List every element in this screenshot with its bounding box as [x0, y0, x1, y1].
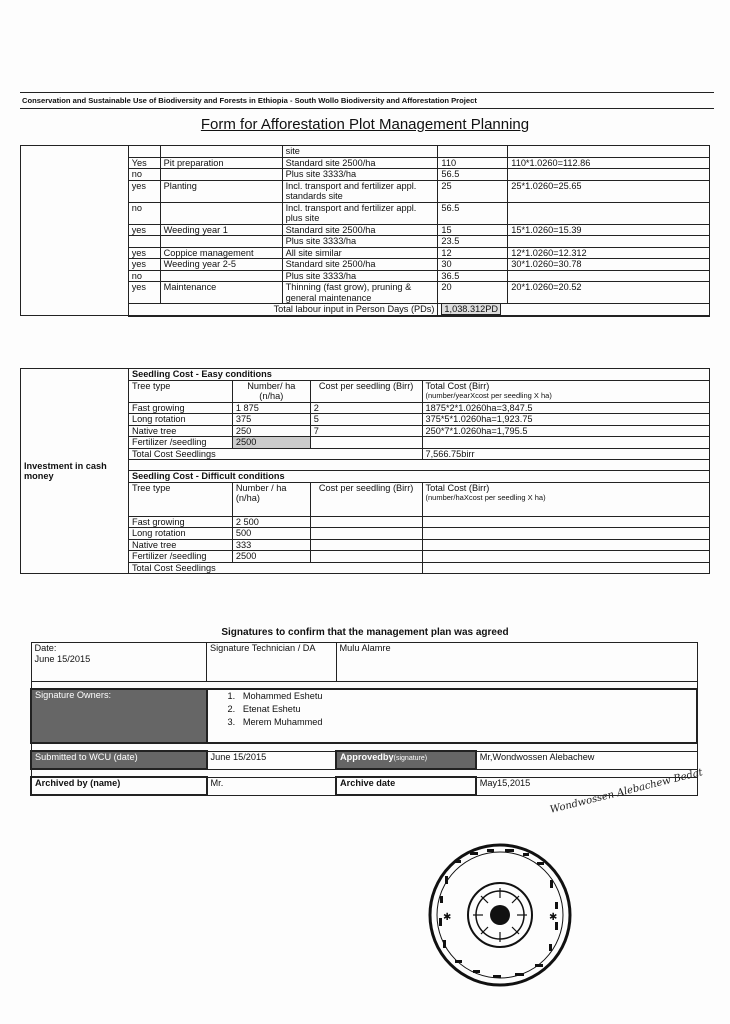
table-row: Fertilizer /seedling 2500: [21, 551, 710, 563]
table-row: no Incl. transport and fertilizer appl. plus site 56.5: [21, 202, 710, 224]
owner-2: Etenat Eshetu: [242, 704, 301, 714]
difficult-total-row: Total Cost Seedlings: [21, 562, 710, 574]
official-stamp-icon: [425, 840, 575, 990]
submitted-row: Submitted to WCU (date) June 15/2015 Approvedby(signature) Mr,Wondwossen Alebachew: [31, 751, 697, 769]
owner-1: Mohammed Eshetu: [242, 691, 323, 701]
difficult-title: Seedling Cost - Difficult conditions: [128, 471, 709, 483]
table-row: yes Weeding year 2-5 Standard site 2500/ha 30 30*1.0260=30.78: [21, 259, 710, 271]
date-row: Date: June 15/2015 Signature Technician / DA Mulu Alamre: [31, 643, 697, 682]
table-row: yes Planting Incl. transport and fertilizer appl. standards site 25 25*1.0260=25.65: [21, 180, 710, 202]
table-row: Plus site 3333/ha 23.5: [21, 236, 710, 248]
table-row: Long rotation 375 5 375*5*1.0260ha=1,923.75: [21, 414, 710, 426]
table-row: [21, 146, 710, 158]
signatures-table: [30, 642, 698, 796]
easy-header-row: Tree type Number/ ha (n/ha) Cost per seedling (Birr) Total Cost (Birr) (number/yearXcost per seedling X ha): [21, 380, 710, 402]
form-title: Form for Afforestation Plot Management Planning: [200, 116, 530, 133]
easy-total-row: Total Cost Seedlings 7,566.75birr: [21, 448, 710, 460]
handwritten-signature: Wondwossen Alebachew Bedat: [548, 767, 704, 816]
table-row: yes Maintenance Thinning (fast grow), pruning & general maintenance 20 20*1.0260=20.52: [21, 282, 710, 304]
table-row: Long rotation 500: [21, 528, 710, 540]
project-header: Conservation and Sustainable Use of Biodiversity and Forests in Ethiopia - South Wollo Biodiversity and Afforestation Project: [20, 92, 714, 109]
owners-row: Signature Owners: 1. Mohammed Eshetu 2. Etenat Eshetu 3. Merem Muhammed: [31, 689, 697, 743]
signatures-heading: Signatures to confirm that the management plan was agreed: [221, 627, 509, 638]
site-header: site: [282, 146, 438, 158]
table-row: Native tree 333: [21, 539, 710, 551]
left-blank-cell: [21, 146, 129, 316]
archived-row: Archived by (name) Mr. Archive date May15,2015: [31, 777, 697, 795]
table-row: Yes Pit preparation Standard site 2500/ha 110 110*1.0260=112.86: [21, 157, 710, 169]
table-row: no Plus site 3333/ha 56.5: [21, 169, 710, 181]
owner-3: Merem Muhammed: [242, 717, 323, 727]
investment-label-cell: Investment in cash money: [21, 369, 129, 574]
table-row: no Plus site 3333/ha 36.5: [21, 270, 710, 282]
table-row: yes Coppice management All site similar 12 12*1.0260=12.312: [21, 247, 710, 259]
svg-text:✱: ✱: [443, 912, 452, 923]
difficult-header-row: Tree type Number / ha (n/ha) Cost per seedling (Birr) Total Cost (Birr) (number/haXcost per seedling X ha): [21, 482, 710, 516]
labour-total-label: Total labour input in Person Days (PDs): [128, 304, 438, 316]
labour-total-value: 1,038.312PD: [438, 304, 710, 316]
table-row: Native tree 250 7 250*7*1.0260ha=1,795.5: [21, 425, 710, 437]
svg-text:✱: ✱: [549, 912, 558, 923]
table-row: Fast growing 2 500: [21, 516, 710, 528]
labour-table: [20, 145, 710, 317]
investment-table: [20, 368, 710, 574]
easy-title: Seedling Cost - Easy conditions: [128, 369, 709, 381]
table-row: Fertilizer /seedling 2500: [21, 437, 710, 449]
table-row: Fast growing 1 875 2 1875*2*1.0260ha=3,847.5: [21, 402, 710, 414]
table-row: yes Weeding year 1 Standard site 2500/ha 15 15*1.0260=15.39: [21, 224, 710, 236]
